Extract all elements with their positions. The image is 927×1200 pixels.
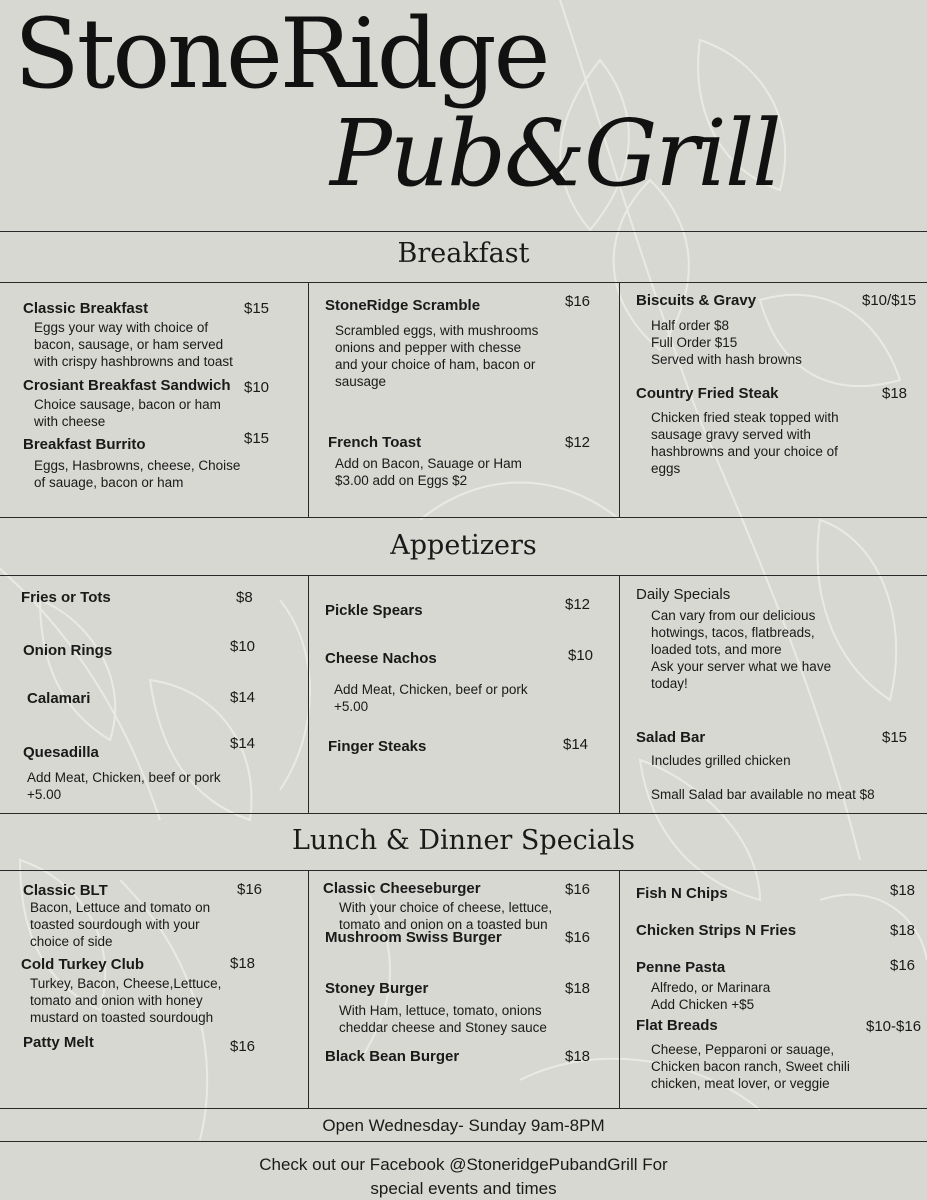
item-price: $16 xyxy=(565,881,591,898)
item-description: Choice sausage, bacon or ham with cheese xyxy=(34,397,221,429)
item-price: $18 xyxy=(890,922,916,939)
item-price: $18 xyxy=(890,882,916,899)
item-name: Onion Rings xyxy=(23,642,113,659)
item-name: Fries or Tots xyxy=(21,589,111,606)
item-name: Black Bean Burger xyxy=(325,1048,460,1065)
menu-item-breakfast-burrito xyxy=(23,436,146,453)
menu-item-mushroom-swiss-burger xyxy=(325,929,502,946)
item-price: $16 xyxy=(237,881,263,898)
menu-item-classic-blt xyxy=(23,882,108,899)
item-description: Add on Bacon, Sauage or Ham $3.00 add on Eggs $2 xyxy=(335,456,522,488)
column-divider xyxy=(308,575,309,813)
item-name: French Toast xyxy=(328,434,422,451)
item-description: Includes grilled chicken Small Salad bar available no meat $8 xyxy=(651,753,875,802)
item-description: Add Meat, Chicken, beef or pork +5.00 xyxy=(334,682,528,714)
item-description: Scrambled eggs, with mushrooms onions and pepper with chesse and your choice of ham, bacon or sausage xyxy=(335,323,539,389)
menu-item-cheese-nachos xyxy=(325,650,437,667)
item-name: Patty Melt xyxy=(23,1034,94,1051)
item-price: $12 xyxy=(565,434,591,451)
menu-item-patty-melt xyxy=(23,1034,94,1051)
section-title-breakfast: Breakfast xyxy=(397,238,530,269)
item-name: Fish N Chips xyxy=(636,885,728,902)
item-description: With your choice of cheese, lettuce, tomato and onion on a toasted bun xyxy=(339,900,553,932)
menu-item-cold-turkey-club xyxy=(21,956,144,973)
item-description: Can vary from our delicious hotwings, tacos, flatbreads, loaded tots, and more Ask your server what we have today! xyxy=(651,608,832,691)
item-name: Pickle Spears xyxy=(325,602,423,619)
menu-item-crosiant-sandwich xyxy=(23,377,231,394)
item-name: Country Fried Steak xyxy=(636,385,779,402)
item-name: Breakfast Burrito xyxy=(23,436,146,453)
divider xyxy=(0,231,927,232)
column-divider xyxy=(308,282,309,517)
menu-item-quesadilla xyxy=(23,744,99,761)
column-divider xyxy=(619,870,620,1108)
menu-item-country-fried-steak xyxy=(636,385,779,402)
item-price: $16 xyxy=(890,957,916,974)
restaurant-name: StoneRidge xyxy=(14,0,548,110)
menu-item-penne-pasta xyxy=(636,959,725,976)
menu-item-classic-cheeseburger xyxy=(323,880,481,897)
item-name: StoneRidge Scramble xyxy=(325,297,481,314)
item-price: $14 xyxy=(230,689,256,706)
item-price: $14 xyxy=(230,735,256,752)
item-description: Add Meat, Chicken, beef or pork +5.00 xyxy=(27,770,221,802)
menu-item-stoneridge-scramble xyxy=(325,297,480,314)
menu-item-pickle-spears xyxy=(325,602,423,619)
item-price: $18 xyxy=(565,1048,591,1065)
item-description: Turkey, Bacon, Cheese,Lettuce, tomato and onion with honey mustard on toasted sourdough xyxy=(30,976,222,1025)
item-name: Calamari xyxy=(27,690,91,707)
item-price: $10 xyxy=(244,379,270,396)
item-name: Quesadilla xyxy=(23,744,99,761)
item-description: Half order $8 Full Order $15 Served with hash browns xyxy=(651,318,802,367)
item-price: $10/$15 xyxy=(862,292,917,309)
menu-item-finger-steaks xyxy=(328,738,426,755)
menu-item-calamari xyxy=(27,690,90,707)
item-price: $15 xyxy=(882,729,908,746)
item-price: $18 xyxy=(230,955,256,972)
item-price: $18 xyxy=(882,385,908,402)
column-divider xyxy=(308,870,309,1108)
item-price: $15 xyxy=(244,300,270,317)
item-name: Classic BLT xyxy=(23,882,108,899)
item-name: Penne Pasta xyxy=(636,959,726,976)
section-title-lunch-dinner: Lunch & Dinner Specials xyxy=(291,825,636,856)
item-name: Salad Bar xyxy=(636,729,706,746)
item-price: $14 xyxy=(563,736,589,753)
facebook-text-line2: special events and times xyxy=(370,1179,557,1198)
item-description: Cheese, Pepparoni or sauage, Chicken bacon ranch, Sweet chili chicken, meat lover, or veggie xyxy=(651,1042,850,1091)
item-price: $15 xyxy=(244,430,270,447)
item-description: With Ham, lettuce, tomato, onions cheddar cheese and Stoney sauce xyxy=(339,1003,547,1035)
item-name: Cold Turkey Club xyxy=(21,956,145,973)
menu-item-french-toast xyxy=(328,434,421,451)
divider xyxy=(0,1141,927,1142)
facebook-text-line1: Check out our Facebook @StoneridgePubandGrill For xyxy=(259,1155,668,1174)
item-name: Flat Breads xyxy=(636,1017,718,1034)
item-description: Eggs, Hasbrowns, cheese, Choise of sauage, bacon or ham xyxy=(34,458,241,490)
menu-item-classic-breakfast xyxy=(23,300,148,317)
divider xyxy=(0,517,927,518)
menu-item-onion-rings xyxy=(23,642,112,659)
divider xyxy=(0,870,927,871)
item-price: $10-$16 xyxy=(866,1018,922,1035)
item-name: Finger Steaks xyxy=(328,738,427,755)
menu-item-daily-specials xyxy=(636,586,730,603)
item-description: Chicken fried steak topped with sausage gravy served with hashbrowns and your choice of eggs xyxy=(651,410,839,476)
item-name: Crosiant Breakfast Sandwich xyxy=(23,377,231,394)
item-name: Cheese Nachos xyxy=(325,650,437,667)
item-price: $10 xyxy=(568,647,594,664)
divider xyxy=(0,1108,927,1109)
item-name: Classic Breakfast xyxy=(23,300,149,317)
item-price: $16 xyxy=(230,1038,256,1055)
divider xyxy=(0,813,927,814)
item-name: Chicken Strips N Fries xyxy=(636,922,797,939)
item-name: Mushroom Swiss Burger xyxy=(325,929,502,946)
menu-item-fish-n-chips xyxy=(636,885,728,902)
item-name: Biscuits & Gravy xyxy=(636,292,757,309)
menu-item-fries-tots xyxy=(21,589,111,606)
menu-item-stoney-burger xyxy=(325,980,428,997)
item-price: $10 xyxy=(230,638,256,655)
item-name: Daily Specials xyxy=(636,586,731,603)
item-price: $18 xyxy=(565,980,591,997)
item-name: Stoney Burger xyxy=(325,980,429,997)
menu-item-chicken-strips xyxy=(636,922,796,939)
divider xyxy=(0,575,927,576)
item-name: Classic Cheeseburger xyxy=(323,880,481,897)
divider xyxy=(0,282,927,283)
item-price: $8 xyxy=(236,589,253,606)
menu-item-black-bean-burger xyxy=(325,1048,459,1065)
restaurant-subtitle: Pub&Grill xyxy=(330,100,780,207)
item-description: Bacon, Lettuce and tomato on toasted sourdough with your choice of side xyxy=(30,900,211,949)
hours-text: Open Wednesday- Sunday 9am-8PM xyxy=(322,1116,605,1135)
item-price: $12 xyxy=(565,596,591,613)
item-description: Eggs your way with choice of bacon, sausage, or ham served with crispy hashbrowns and toast xyxy=(34,320,233,369)
item-description: Alfredo, or Marinara Add Chicken +$5 xyxy=(651,980,771,1012)
item-price: $16 xyxy=(565,293,591,310)
section-title-appetizers: Appetizers xyxy=(390,530,537,561)
menu-item-biscuits-gravy xyxy=(636,292,756,309)
item-price: $16 xyxy=(565,929,591,946)
column-divider xyxy=(619,575,620,813)
column-divider xyxy=(619,282,620,517)
menu-item-salad-bar xyxy=(636,729,705,746)
menu-item-flat-breads xyxy=(636,1017,718,1034)
